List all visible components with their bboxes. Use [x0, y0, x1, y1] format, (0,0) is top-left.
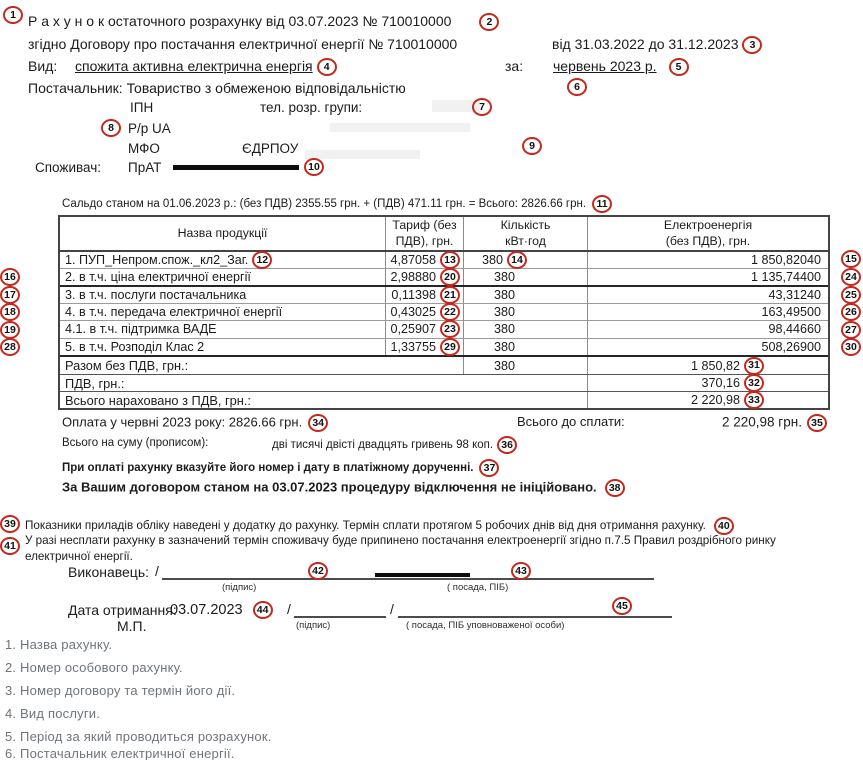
- annotation-circle-36: 36: [497, 436, 517, 454]
- annotation-circle-38: 38: [605, 479, 625, 497]
- annotation-circle-27: 27: [841, 321, 861, 339]
- paid-line: Оплата у червні 2023 року: 2826.66 грн. 34: [62, 414, 328, 432]
- annotation-circle-37: 37: [479, 459, 499, 477]
- annotation-circle-8: 8: [101, 119, 121, 137]
- signature-caption: (підпис): [222, 582, 257, 593]
- meters-note: Показники приладів обліку наведені у додатку до рахунку. Термін сплати протягом 5 робочих днів від дня отримання рахунку. 40: [25, 517, 734, 535]
- annotation-circle-12: 12: [252, 251, 272, 269]
- annotation-circle-22: 22: [440, 303, 460, 321]
- annotation-circle-14: 14: [507, 251, 527, 269]
- column-header-quantity: Кількість кВт·год: [463, 217, 587, 250]
- annotation-circle-1: 1: [3, 6, 23, 24]
- annotation-circle-19: 19: [0, 321, 20, 339]
- period-label: за:: [505, 58, 524, 74]
- annotation-circle-23: 23: [440, 320, 460, 338]
- edrpou-label: ЄДРПОУ: [242, 141, 299, 156]
- annotation-circle-15: 15: [841, 250, 861, 268]
- legend-item-6: 6. Постачальник електричної енергії.: [5, 746, 235, 760]
- disconnect-note: За Вашим договором станом на 03.07.2023 процедуру відключення не ініційовано. 38: [62, 479, 625, 497]
- annotation-circle-6: 6: [567, 78, 587, 96]
- saldo-line: Сальдо станом на 01.06.2023 р.: (без ПДВ) 2355.55 грн. + (ПДВ) 471.11 грн. = Всього: 2826.66 грн. 11: [62, 195, 612, 213]
- total-row-vat: ПДВ, грн.: 370,16 32: [60, 374, 828, 391]
- legend-item-1: 1. Назва рахунку.: [5, 637, 113, 652]
- annotation-circle-20: 20: [440, 268, 460, 286]
- invoice-title-text: Р а х у н о к остаточного розрахунку від 03.07.2023 № 710010000: [28, 13, 452, 29]
- annotation-circle-44: 44: [253, 601, 273, 619]
- consumer-name-redaction-bar: [173, 165, 299, 170]
- executor-name-redaction-bar: [375, 573, 470, 577]
- due-label: Всього до сплати:: [517, 414, 625, 429]
- due-value: 2 220,98 грн. 35: [722, 414, 827, 432]
- date-received-label: Дата отримання:: [68, 602, 177, 618]
- annotation-circle-40: 40: [714, 517, 734, 535]
- annotation-circle-25: 25: [841, 286, 861, 304]
- charges-table: [58, 215, 830, 410]
- nonpayment-note-line2: електричної енергії.: [25, 550, 133, 563]
- supplier-line: Постачальник: Товариство з обмеженою відповідальністю: [28, 80, 406, 96]
- annotation-circle-5: 5: [669, 58, 689, 76]
- annotation-circle-35: 35: [807, 414, 827, 432]
- column-header-product: Назва продукції: [177, 225, 268, 240]
- annotation-circle-17: 17: [0, 286, 20, 304]
- recipient-position-line: [398, 616, 672, 618]
- table-header-row: [60, 217, 828, 250]
- annotation-circle-45: 45: [612, 597, 632, 615]
- consumer-value: ПрАТ: [128, 160, 162, 175]
- table-row: 1. ПУП_Непром.спож._кл2_Заг. 12 4,87058 13 380 14 1 850,82040: [60, 250, 828, 268]
- table-row: 3. в т.ч. послуги постачальника 0,11398 21 380 43,31240: [60, 285, 828, 303]
- column-header-tariff: Тариф (без ПДВ), грн.: [385, 217, 463, 250]
- mfo-label: МФО: [128, 141, 160, 156]
- column-header-energy: Електроенергія (без ПДВ), грн.: [587, 217, 828, 250]
- stamp-label: М.П.: [117, 618, 147, 634]
- annotation-circle-18: 18: [0, 303, 20, 321]
- annotation-circle-30: 30: [841, 338, 861, 356]
- annotation-circle-16: 16: [0, 268, 20, 286]
- annotation-circle-2: 2: [479, 13, 499, 31]
- redaction-smudge: [305, 150, 420, 159]
- annotation-circle-3: 3: [742, 36, 762, 54]
- consumer-label: Споживач:: [35, 160, 102, 175]
- executor-signature-line: [162, 578, 654, 580]
- ipn-label: ІПН: [130, 100, 154, 115]
- annotation-circle-29: 29: [440, 338, 460, 356]
- annotation-circle-26: 26: [841, 303, 861, 321]
- redaction-smudge: [330, 123, 470, 132]
- total-row-subtotal: Разом без ПДВ, грн.: 380 1 850,82 31: [60, 355, 828, 374]
- table-row: 5. в т.ч. Розподіл Клас 2 1,33755 29 380 508,26900: [60, 338, 828, 356]
- annotation-circle-28: 28: [0, 338, 20, 356]
- signature-caption: (підпис): [296, 620, 331, 631]
- annotation-circle-43: 43: [511, 562, 531, 580]
- date-received-value: 03.07.2023 44: [170, 601, 273, 619]
- type-value: спожита активна електрична енергія 4: [75, 58, 337, 76]
- amount-in-words-label: Всього на суму (прописом):: [62, 437, 209, 449]
- legend-item-4: 4. Вид послуги.: [5, 706, 101, 721]
- table-row: 4. в т.ч. передача електричної енергії 0,43025 22 380 163,49500: [60, 303, 828, 321]
- annotation-circle-24: 24: [841, 268, 861, 286]
- table-row: 4.1. в т.ч. підтримка ВАДЕ 0,25907 23 380 98,44660: [60, 320, 828, 338]
- legend-item-5: 5. Період за який проводиться розрахунок.: [5, 729, 272, 744]
- annotation-circle-41: 41: [0, 537, 20, 555]
- position-caption-authorized: ( посада, ПІБ уповноваженої особи): [406, 620, 565, 631]
- payment-note: При оплаті рахунку вказуйте його номер і дату в платіжному дорученні. 37: [62, 459, 499, 477]
- slash: /: [287, 601, 291, 617]
- table-row: 2. в т.ч. ціна електричної енергії 2,98880 20 380 1 135,74400: [60, 268, 828, 286]
- annotation-circle-34: 34: [308, 414, 328, 432]
- nonpayment-note-line1: У разі несплати рахунку в зазначений термін споживачу буде припинено постачання електроенергії згідно п.7.5 Правил роздрібного ринку: [25, 534, 776, 547]
- annotation-circle-7: 7: [472, 98, 492, 116]
- annotation-circle-42: 42: [308, 562, 328, 580]
- annotation-circle-39: 39: [0, 515, 20, 533]
- amount-in-words-value: дві тисячі двісті двадцять гривень 98 коп. 36: [272, 436, 517, 454]
- invoice-title-line: [28, 13, 499, 31]
- annotation-circle-31: 31: [744, 357, 764, 375]
- type-label: Вид:: [28, 58, 58, 74]
- total-row-grand: Всього нараховано з ПДВ, грн.: 2 220,98 33: [60, 391, 828, 408]
- slash: /: [155, 563, 159, 579]
- contract-line: згідно Договору про постачання електричної енергії № 710010000: [28, 36, 458, 52]
- phone-group-label: тел. розр. групи:: [260, 100, 363, 115]
- period-value: червень 2023 р. 5: [553, 58, 689, 76]
- recipient-signature-line: [294, 616, 386, 618]
- position-caption: ( посада, ПІБ): [447, 582, 509, 593]
- annotation-circle-4: 4: [317, 58, 337, 76]
- legend-item-2: 2. Номер особового рахунку.: [5, 660, 183, 675]
- annotation-circle-13: 13: [440, 251, 460, 269]
- slash: /: [390, 601, 394, 617]
- annotation-circle-32: 32: [744, 374, 764, 392]
- contract-period: від 31.03.2022 до 31.12.2023 3: [552, 36, 762, 54]
- bank-account-label: Р/р UA: [128, 121, 171, 136]
- legend-item-3: 3. Номер договору та термін його дії.: [5, 683, 236, 698]
- annotation-circle-11: 11: [592, 195, 612, 213]
- annotation-circle-9: 9: [522, 137, 542, 155]
- executor-label: Виконавець:: [68, 564, 150, 580]
- annotation-circle-10: 10: [304, 158, 324, 176]
- annotation-circle-21: 21: [440, 286, 460, 304]
- annotation-circle-33: 33: [744, 391, 764, 409]
